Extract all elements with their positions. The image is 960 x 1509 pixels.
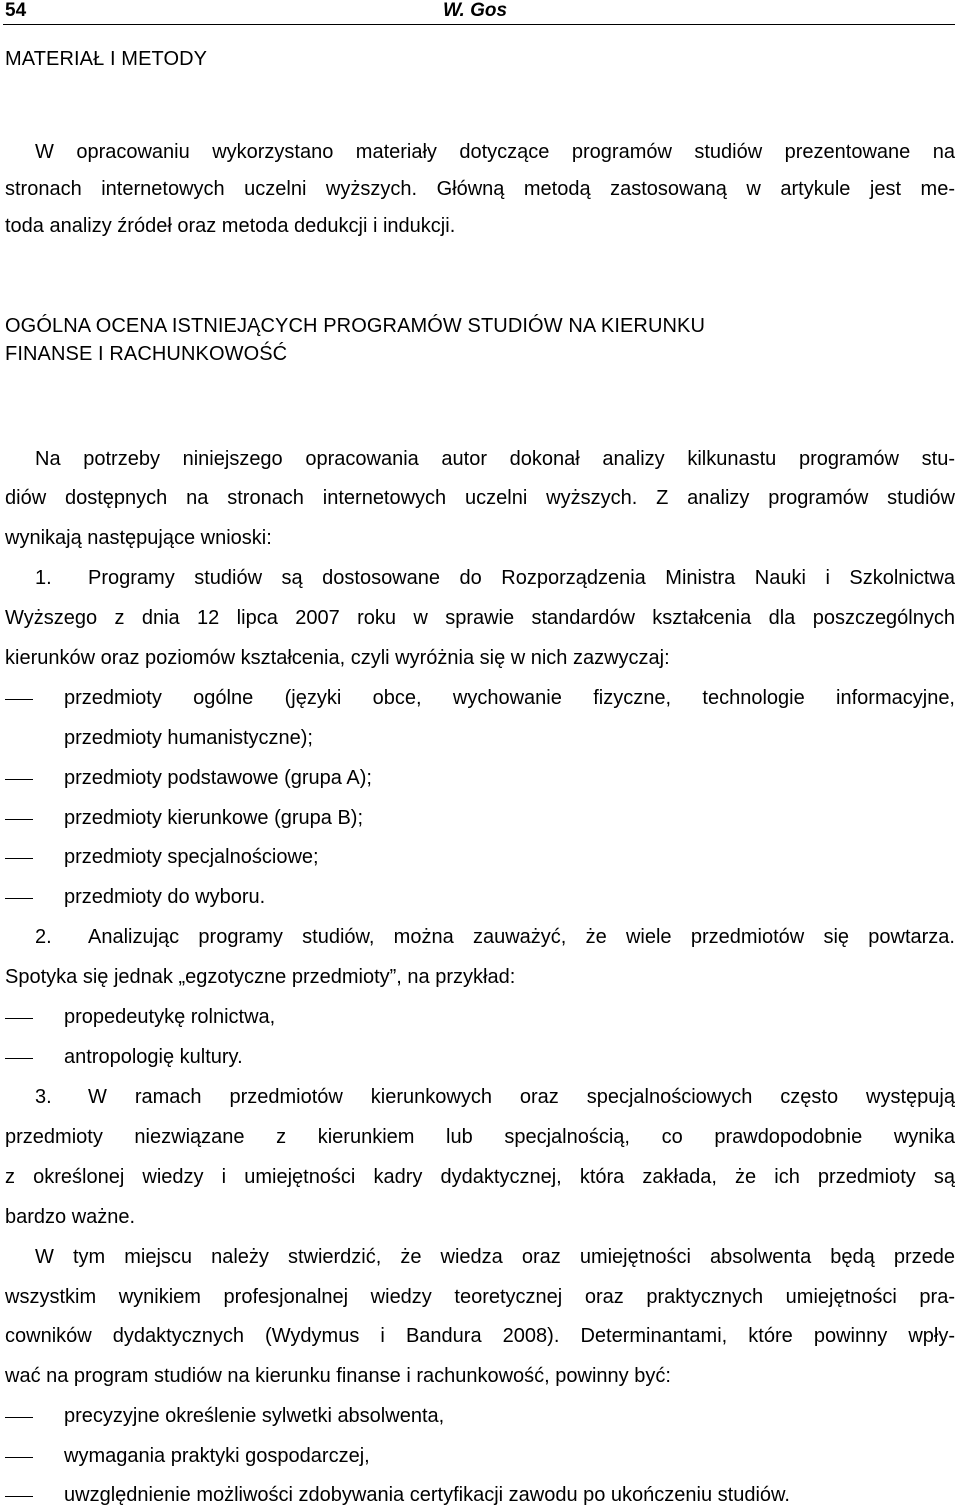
dash-bullet [5,1058,33,1059]
paragraph-line: wszystkim wynikiem profesjonalnej wiedzy teoretycznej oraz praktycznych umiejętności pra- [5,1286,955,1308]
paragraph-line: stronach internetowych uczelni wyższych. Główną metodą zastosowaną w artykule jest me- [5,178,955,200]
header-rule [3,24,955,25]
list-number: 3. [35,1086,52,1108]
paragraph-line: Programy studiów są dostosowane do Rozporządzenia Ministra Nauki i Szkolnictwa [88,567,955,589]
list-item: propedeutykę rolnictwa, [64,1006,276,1028]
paragraph-line: z określonej wiedzy i umiejętności kadry dydaktycznej, która zakłada, że ich przedmioty są [5,1166,955,1188]
paragraph-line: wynikają następujące wnioski: [5,527,272,549]
list-item: przedmioty ogólne (języki obce, wychowanie fizyczne, technologie informacyjne, [64,687,955,709]
list-item: przedmioty specjalnościowe; [64,846,319,868]
dash-bullet [5,819,33,820]
list-item: precyzyjne określenie sylwetki absolwenta, [64,1405,445,1427]
paragraph-line: Na potrzeby niniejszego opracowania autor dokonał analizy kilkunastu programów stu- [35,448,955,470]
list-item: antropologię kultury. [64,1046,243,1068]
section-heading-materials-methods: MATERIAŁ I METODY [5,48,208,70]
paragraph-line: bardzo ważne. [5,1206,136,1228]
paragraph-line: kierunków oraz poziomów kształcenia, czyli wyróżnia się w nich zazwyczaj: [5,647,670,669]
paragraph-line: cowników dydaktycznych (Wydymus i Bandura 2008). Determinantami, które powinny wpły- [5,1325,955,1347]
dash-bullet [5,1457,33,1458]
dash-bullet [5,1018,33,1019]
paragraph-line: Analizując programy studiów, można zauważyć, że wiele przedmiotów się powtarza. [88,926,955,948]
dash-bullet [5,898,33,899]
list-item: uwzględnienie możliwości zdobywania certyfikacji zawodu po ukończeniu studiów. [64,1484,790,1506]
list-item: przedmioty podstawowe (grupa A); [64,767,372,789]
section-heading-line: FINANSE I RACHUNKOWOŚĆ [5,343,288,365]
section-heading-line: OGÓLNA OCENA ISTNIEJĄCYCH PROGRAMÓW STUDIÓW NA KIERUNKU [5,315,706,337]
page-number: 54 [5,0,27,21]
paragraph-line: przedmioty niezwiązane z kierunkiem lub specjalnością, co prawdopodobnie wynika [5,1126,955,1148]
paragraph-line: toda analizy źródeł oraz metoda dedukcji i indukcji. [5,215,456,237]
list-number: 1. [35,567,52,589]
dash-bullet [5,858,33,859]
list-item: wymagania praktyki gospodarczej, [64,1445,370,1467]
dash-bullet [5,779,33,780]
dash-bullet [5,1417,33,1418]
paragraph-line: Spotyka się jednak „egzotyczne przedmioty”, na przykład: [5,966,516,988]
list-number: 2. [35,926,52,948]
paragraph-line: wać na program studiów na kierunku finanse i rachunkowość, powinny być: [5,1365,671,1387]
paragraph-line: W opracowaniu wykorzystano materiały dotyczące programów studiów prezentowane na [35,141,955,163]
running-header-author: W. Gos [443,0,508,21]
paragraph-line: Wyższego z dnia 12 lipca 2007 roku w sprawie standardów kształcenia dla poszczególnych [5,607,955,629]
list-item: przedmioty kierunkowe (grupa B); [64,807,364,829]
dash-bullet [5,1496,33,1497]
paragraph-line: diów dostępnych na stronach internetowych uczelni wyższych. Z analizy programów studiów [5,487,955,509]
list-item: przedmioty do wyboru. [64,886,266,908]
list-item: przedmioty humanistyczne); [64,727,313,749]
dash-bullet [5,699,33,700]
paragraph-line: W ramach przedmiotów kierunkowych oraz specjalnościowych często występują [88,1086,955,1108]
paragraph-line: W tym miejscu należy stwierdzić, że wiedza oraz umiejętności absolwenta będą przede [35,1246,955,1268]
